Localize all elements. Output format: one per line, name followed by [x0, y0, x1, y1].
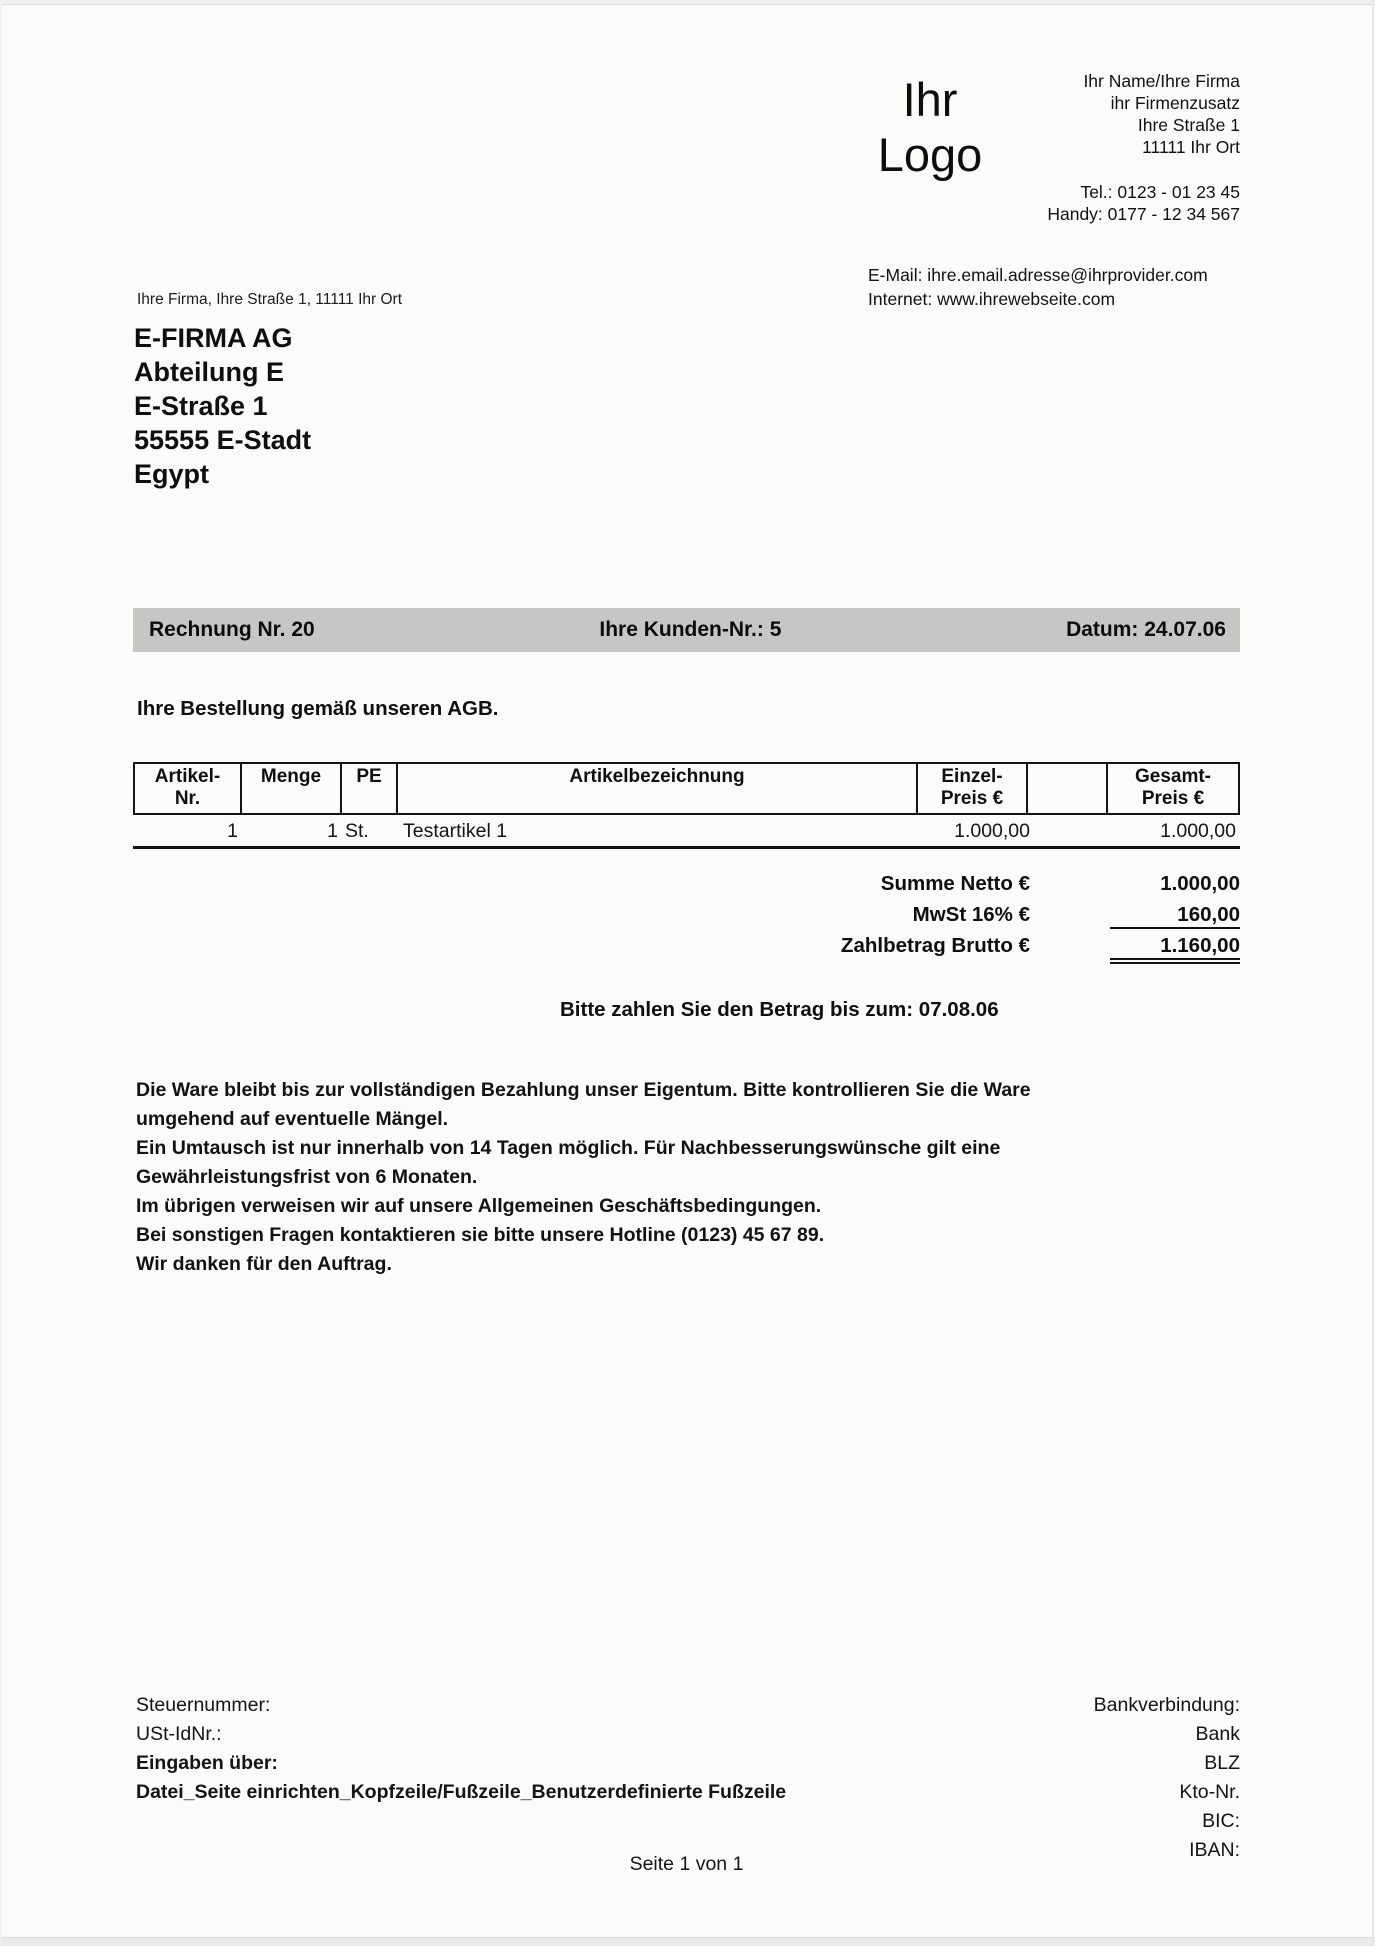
sender-website: Internet: www.ihrewebseite.com: [868, 289, 1116, 309]
mwst-value: 160,00: [1110, 903, 1240, 929]
netto-value: 1.000,00: [1160, 872, 1240, 895]
column-header-line: Nr.: [174, 788, 201, 809]
iban-label: IBAN:: [1189, 1839, 1240, 1861]
return-address-line: Ihre Firma, Ihre Straße 1, 11111 Ihr Ort: [137, 291, 403, 308]
bank-heading: Bankverbindung:: [1093, 1694, 1240, 1716]
column-header-line: Artikelbezeichnung: [569, 766, 745, 787]
terms-line: Ein Umtausch ist nur innerhalb von 14 Tagen möglich. Für Nachbesserungswünsche gilt eine: [136, 1137, 1001, 1159]
column-header-line: Gesamt-: [1134, 766, 1212, 787]
totals-row-netto: [133, 872, 1240, 903]
column-header-line: Preis €: [940, 788, 1004, 809]
terms-line: Wir danken für den Auftrag.: [136, 1253, 392, 1275]
sender-email: E-Mail: ihre.email.adresse@ihrprovider.com: [868, 265, 1208, 285]
payment-due-note: Bitte zahlen Sie den Betrag bis zum: 07.08.06: [560, 998, 999, 1021]
input-via-label: Eingaben über:: [136, 1752, 278, 1774]
column-header-line: PE: [356, 766, 382, 787]
cell-pe: St.: [345, 820, 369, 842]
column-header-empty: [1028, 764, 1108, 813]
scan-edge-top: [0, 0, 1375, 5]
terms-line: Im übrigen verweisen wir auf unsere Allgemeinen Geschäftsbedingungen.: [136, 1195, 822, 1217]
scan-edge-bottom: [0, 1937, 1375, 1946]
items-table-header: [133, 762, 1240, 815]
column-header-line: Preis €: [1141, 788, 1205, 809]
items-table-bottom-rule: [133, 846, 1240, 849]
terms-line: Die Ware bleibt bis zur vollständigen Bezahlung unser Eigentum. Bitte kontrollieren Sie die Ware: [136, 1079, 1031, 1101]
cell-einzelpreis: 1.000,00: [954, 820, 1030, 842]
sender-addition: ihr Firmenzusatz: [1110, 93, 1240, 113]
terms-line: umgehend auf eventuelle Mängel.: [136, 1108, 449, 1130]
column-header-line: Artikel-: [154, 766, 221, 787]
bic-label: BIC:: [1202, 1810, 1240, 1832]
totals-block: [133, 872, 1240, 965]
footer-bank-block: [1094, 1691, 1240, 1865]
recipient-country: Egypt: [134, 459, 210, 489]
cell-gesamtpreis: 1.000,00: [1160, 820, 1236, 842]
contact-spacer: [1047, 158, 1240, 181]
items-table: [133, 762, 1240, 849]
input-via-path: Datei_Seite einrichten_Kopfzeile/Fußzeile_Benutzerdefinierte Fußzeile: [136, 1781, 787, 1803]
terms-block: [136, 1076, 1031, 1279]
vat-id-label: USt-IdNr.:: [136, 1723, 222, 1745]
totals-row-brutto: [133, 934, 1240, 965]
sender-city: 11111 Ihr Ort: [1142, 137, 1240, 157]
scan-edge-left: [0, 0, 2, 1946]
netto-label: Summe Netto €: [880, 872, 1030, 895]
column-header-menge: [242, 764, 342, 813]
company-logo: [840, 72, 1020, 182]
recipient-department: Abteilung E: [134, 357, 284, 387]
column-header-artikel-nr: [135, 764, 242, 813]
footer-tax-block: [136, 1691, 786, 1807]
totals-row-mwst: [133, 903, 1240, 934]
column-header-einzelpreis: [918, 764, 1028, 813]
column-header-line: Menge: [260, 766, 322, 787]
invoice-header-bar: [133, 608, 1240, 652]
customer-number: Ihre Kunden-Nr.: 5: [599, 618, 782, 641]
account-number-label: Kto-Nr.: [1179, 1781, 1240, 1803]
order-intro-line: Ihre Bestellung gemäß unseren AGB.: [137, 697, 499, 720]
sender-name: Ihr Name/Ihre Firma: [1083, 71, 1240, 91]
recipient-street: E-Straße 1: [134, 391, 268, 421]
cell-artikel-nr: 1: [227, 820, 238, 842]
scan-edge-right: [1372, 0, 1374, 1946]
invoice-number: Rechnung Nr. 20: [149, 618, 315, 641]
sender-phone: Tel.: 0123 - 01 23 45: [1080, 182, 1240, 202]
recipient-company: E-FIRMA AG: [134, 323, 293, 353]
blz-label: BLZ: [1204, 1752, 1240, 1774]
sender-online-contact: [868, 263, 1208, 311]
terms-line: Gewährleistungsfrist von 6 Monaten.: [136, 1166, 478, 1188]
logo-line-2: Logo: [877, 128, 983, 181]
sender-contact-block: [1047, 70, 1240, 225]
column-header-pe: [342, 764, 398, 813]
terms-line: Bei sonstigen Fragen kontaktieren sie bitte unsere Hotline (0123) 45 67 89.: [136, 1224, 825, 1246]
cell-artikelbezeichnung: Testartikel 1: [403, 820, 508, 842]
sender-mobile: Handy: 0177 - 12 34 567: [1047, 204, 1240, 224]
brutto-value: 1.160,00: [1110, 934, 1240, 964]
column-header-gesamtpreis: [1108, 764, 1238, 813]
mwst-label: MwSt 16% €: [912, 903, 1030, 926]
recipient-address-block: [134, 321, 311, 491]
brutto-label: Zahlbetrag Brutto €: [840, 934, 1030, 957]
page-number: Seite 1 von 1: [629, 1853, 744, 1875]
logo-line-1: Ihr: [902, 73, 958, 126]
recipient-city: 55555 E-Stadt: [134, 425, 312, 455]
table-row: [133, 815, 1240, 846]
column-header-line: Einzel-: [941, 766, 1003, 787]
invoice-date: Datum: 24.07.06: [1066, 618, 1226, 641]
cell-menge: 1: [327, 820, 338, 842]
tax-number-label: Steuernummer:: [136, 1694, 271, 1716]
column-header-artikelbezeichnung: [398, 764, 918, 813]
bank-name-label: Bank: [1195, 1723, 1240, 1745]
sender-street: Ihre Straße 1: [1137, 115, 1240, 135]
